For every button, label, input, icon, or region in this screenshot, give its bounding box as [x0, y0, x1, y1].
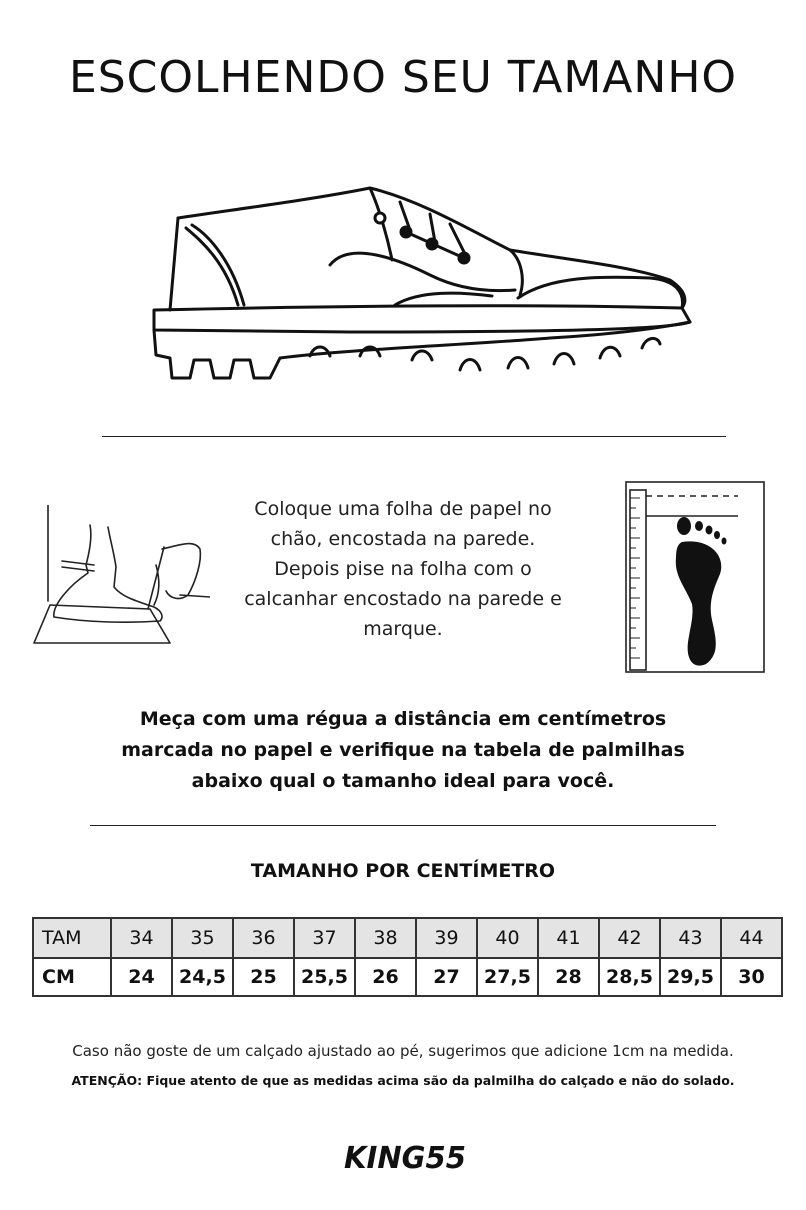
instruction-line: Depois pise na folha com o — [274, 558, 532, 580]
size-table — [32, 917, 783, 997]
foot-on-paper-illustration-icon — [30, 505, 210, 650]
cm-cell: 26 — [355, 958, 416, 996]
size-cell: 41 — [538, 918, 599, 958]
cm-cell: 24,5 — [172, 958, 233, 996]
cm-row — [33, 958, 782, 996]
measure-instructions — [60, 704, 746, 797]
row-label-size: TAM — [33, 918, 111, 958]
instruction-line: marque. — [363, 618, 443, 640]
cm-cell: 28 — [538, 958, 599, 996]
divider-line — [90, 825, 716, 826]
cm-cell: 27,5 — [477, 958, 538, 996]
size-cell: 38 — [355, 918, 416, 958]
size-cell: 42 — [599, 918, 660, 958]
size-cell: 43 — [660, 918, 721, 958]
cm-cell: 25,5 — [294, 958, 355, 996]
fit-note: Caso não goste de um calçado ajustado ao pé, sugerimos que adicione 1cm na medida. — [72, 1042, 734, 1060]
cm-cell: 27 — [416, 958, 477, 996]
instruction-line: Coloque uma folha de papel no — [254, 498, 552, 520]
measure-line: marcada no papel e verifique na tabela de palmilhas — [121, 739, 685, 761]
footprint-ruler-illustration-icon — [620, 478, 765, 674]
divider-line — [102, 436, 726, 437]
instruction-line: calcanhar encostado na parede e — [244, 588, 562, 610]
page-title: ESCOLHENDO SEU TAMANHO — [68, 52, 738, 103]
brand-name: KING55 — [344, 1141, 466, 1174]
attention-note: ATENÇÃO: Fique atento de que as medidas acima são da palmilha do calçado e não do solado. — [71, 1073, 735, 1088]
size-cell: 35 — [172, 918, 233, 958]
cm-cell: 29,5 — [660, 958, 721, 996]
row-label-cm: CM — [33, 958, 111, 996]
measure-line: Meça com uma régua a distância em centímetros — [139, 708, 667, 730]
size-cell: 36 — [233, 918, 294, 958]
measure-line: abaixo qual o tamanho ideal para você. — [191, 770, 615, 792]
shoe-illustration-icon — [130, 180, 700, 390]
cm-cell: 28,5 — [599, 958, 660, 996]
cm-cell: 30 — [721, 958, 782, 996]
instructions — [222, 494, 584, 644]
size-cell: 34 — [111, 918, 172, 958]
size-cell: 44 — [721, 918, 782, 958]
cm-cell: 25 — [233, 958, 294, 996]
size-cell: 37 — [294, 918, 355, 958]
brand-logo — [343, 1138, 467, 1174]
instruction-line: chão, encostada na parede. — [270, 528, 536, 550]
table-title: TAMANHO POR CENTÍMETRO — [250, 860, 556, 882]
cm-cell: 24 — [111, 958, 172, 996]
size-cell: 39 — [416, 918, 477, 958]
size-row — [33, 918, 782, 958]
size-cell: 40 — [477, 918, 538, 958]
